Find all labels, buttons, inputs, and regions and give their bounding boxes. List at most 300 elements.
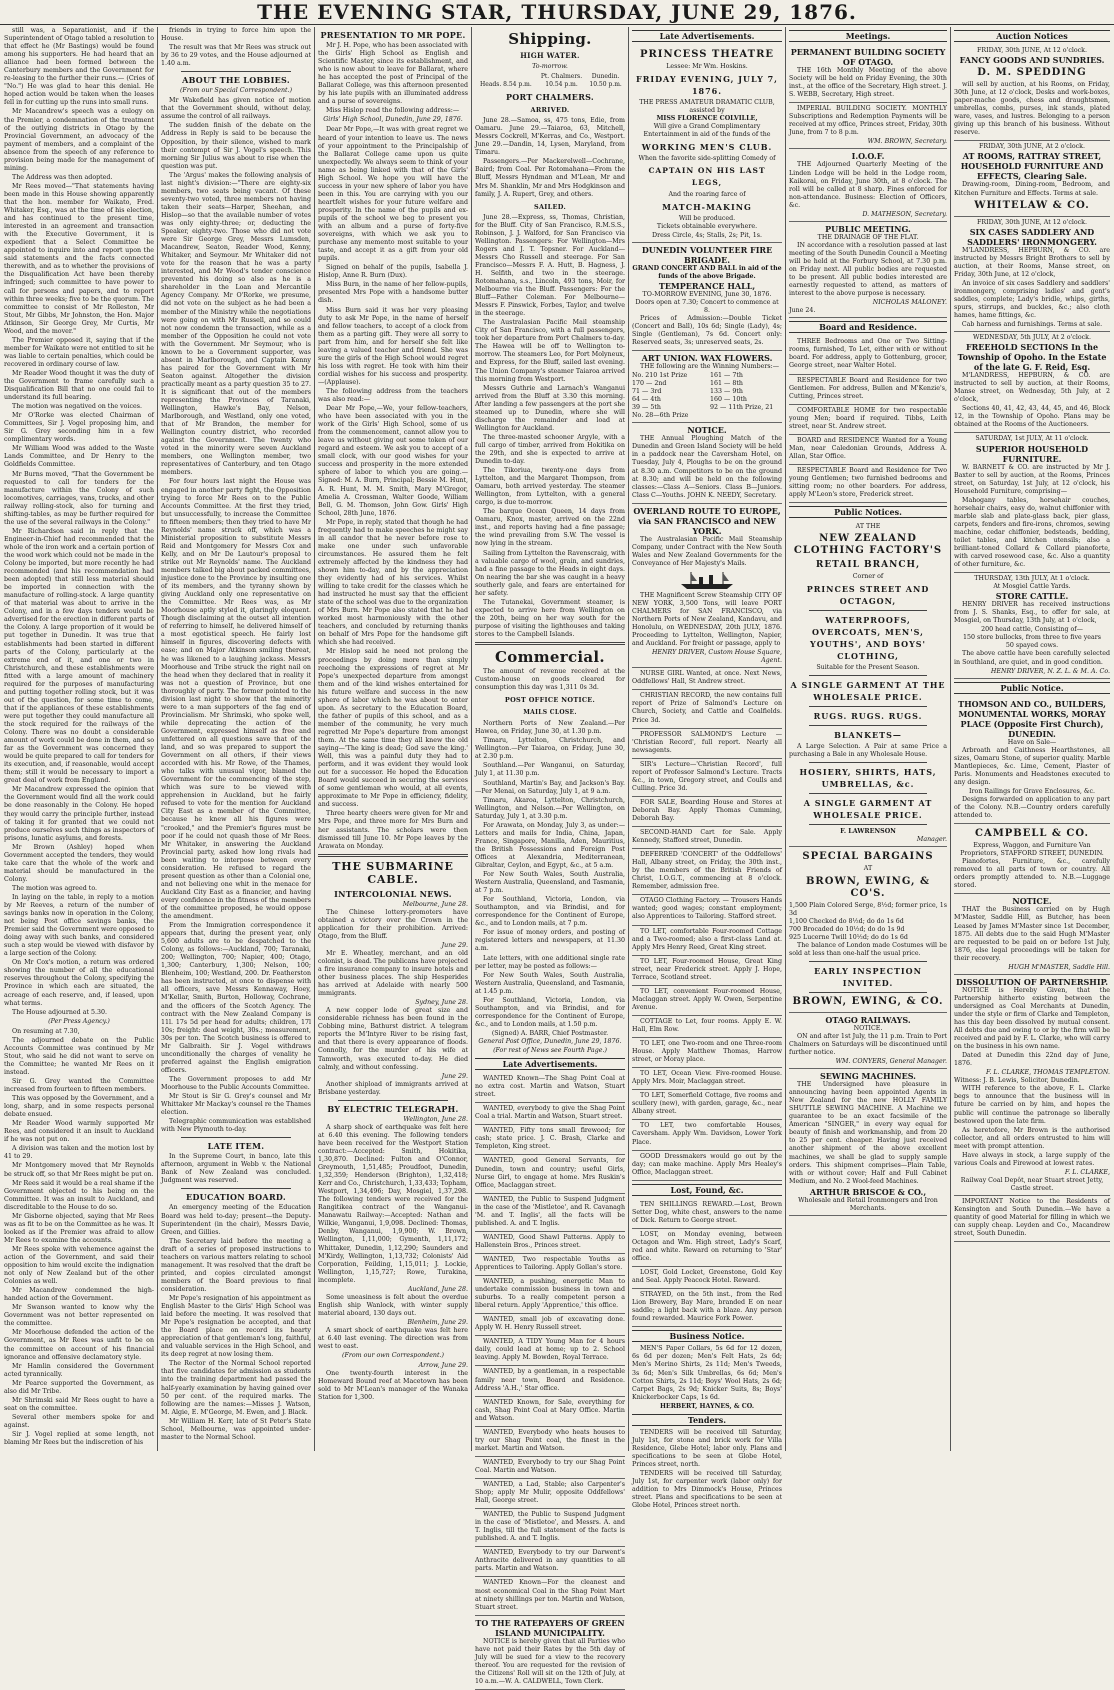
otago-railways-ad [789,1013,947,1069]
sewing-machines-ad [789,1069,947,1216]
theatre-club: THE PRESS AMATEUR DRAMATIC CLUB, assisted by [639,99,775,115]
paragraph: The result was that Mr Rees was struck out by 36 to 29 votes, and the House adjourned at 1.40 a.m. [161,44,311,68]
paragraph: Mr Richardson said in reply that the Engineer-in-Chief had recommended that the whole of the iron work and a certain portion of the wood work which could not be made in the Colony be imported, but more recently he had recommended (and his recommendation had been adopted) that still less material should be imported in connection with the manufacture of rolling-stock. A large quantity of that material was about to arrive in the Colony, and in a few days tenders would be advertised for the erection in different parts of the Colony. A large proportion of it would be put together in Dunedin. It was true that establishments had been started in different parts of the Colony, particularly at the extreme end of it, and one or two in Christchurch, and these establishments were fitted with a large amount of machinery required for the purposes of manufacturing and putting together rolling stock, but it was out of the question, for some time to come, that if the appliances of these establishments were put together they could manufacture all the stock required for the railways of the Colony. There was no doubt a considerable amount of work could be done in them, and so far as the Government was concerned they would be quite prepared to call for tenders for its execution, and, if reasonable, would accept them; still it would be necessary to import a great deal of work from England. [4,527,154,785]
classified-ad-text: WANTED, Good Shawl Patterns. Apply to Hallenstein Bros., Princes street. [475,1233,625,1249]
princes-street: PRINCES STREET AND OCTAGON, [806,584,930,607]
ploughing-notice [632,423,782,503]
classified-ad [632,1068,782,1090]
board-residence-ads [789,336,947,503]
classified-ad-text: WANTED Known—The Shag Point Coal at no extra cost. Martin and Watson, Stuart street. [475,1075,625,1099]
classified-ad-text: WANTED, good General Servants, for Dunedin, town and country; useful Girls, Nurse Girl, to engage at home. Mrs Ruskin's Office, Maclaggan street. [475,1157,625,1189]
classified-ad-text: THREE Bedrooms and One or Two Sitting-rooms, furnished, To Let, either with or without board. For address, apply to Gottenburg, grocer, George street, near Walter Hotel. [789,338,947,370]
paragraph: Southland, Martin's Bay, and Jackson's Bay.—Per Menai, on Saturday, July 1, at 9 a.m. [475,779,625,795]
tide-cell: 10.50 p.m. [589,81,622,89]
paragraph: The following address from the teachers was also read:— [318,387,468,404]
dissolution-signatures: F. L. CLARKE, THOMAS TEMPLETON. [985,1069,1110,1077]
paragraph: Mr Reader Wood warmly supported Mr Rees, and considered it an insult to Auckland if he was not put on. [4,1120,154,1144]
paragraph: Mr J. H. Pope, who has been associated with the Girls' High School as English and Scientific Master, since its establishment, and who is now about to leave for Ballarat, where he has accepted the post of Principal of the Ballarat College, was this afternoon presented by his late pupils with an illuminated address and a purse of sovereigns. [318,42,468,106]
imperial-text: IMPERIAL BUILDING SOCIETY. MONTHLY Subscriptions and Redemption Payments will be received at my office, Princes street, Friday, 30th June, from 7 to 8 p.m. [789,105,947,137]
paragraph: friends in trying to force him upon the House. [161,27,311,43]
paragraph: Mr Wakefield has given notice of motion that the Government should, without delay, assume the control of all railways. [161,97,311,121]
lobbies-heading: ABOUT THE LOBBIES. [182,75,290,86]
dateline: Auckland, June 28. [407,1285,468,1293]
art-union-ad [632,351,782,423]
whitelaw-auction [954,141,1110,216]
list-line: 92 — 11th Prize, 21 [710,404,774,412]
agent-signature: HENRY DRIVER, Custom House Square, Agent. [651,649,782,665]
retail-branch: RETAIL BRANCH, [815,560,921,571]
masthead [0,0,1114,24]
lawrenson-title: Manager. [916,836,947,844]
campbell-name: CAMPBELL & CO. [975,828,1089,840]
public-meeting-title: PUBLIC MEETING. [825,223,911,234]
paragraph: still was, a Separationist, and if the Superintendent of Otago tabled a resolution to that effect he (Mr Bastings) would be found among his supporters. He had heard that an alliance had been formed between the Canterbury members and the Government for re-leasing to the further their runs.— (Cries of "No.") He was glad to hear this denial. He hoped action would be taken when the leases fell in for cutting up the runs into small runs. [4,27,154,107]
classified-ad-text: WANTED, A TIDY Young Man for 4 hours daily, could lead at home; up to 2. School leaving. Apply M. Bowden, Royal Terrace. [475,1338,625,1362]
paragraph: On Mr Cox's motion, a return was ordered showing the number of all the educational reserves throughout the Colony, specifying the Province in which each are situated, the acreage of each reserve, and, if leased, upon what terms. [4,959,154,1007]
cattle-head: 200 head cattle, Consisting of— [981,626,1083,634]
separator [181,71,291,72]
list-line: 700 Brocaded do 10½d; do do 1s 9d [789,925,905,933]
presentation-article-continued [318,281,468,850]
balance-text: The balance of London made Costumes will be sold at less than one-half the usual price. [789,941,947,957]
theatre-tickets: Tickets obtainable everywhere. [656,223,758,231]
paragraph: Mr Moorhouse defended the action of the Government, as Mr Rees was unfit to be on the committee on account of his financial ignorance and offensive declamatory style. [4,1329,154,1361]
classified-ad-text: WANTED, everybody to give the Shag Point Coal a trial. Martin and Watson, Stuart street. [475,1105,625,1121]
news-item: A new copper lode of great size and considerable richness has been found in the Cobbing mine, Bathurst district. A telegram reports the M'Intyre River to be rising fast, and that there is every appearance of floods. Connolly, for the murder of his wife at Tamworth, was executed to-day. He died calmly, and without confessing. [318,1007,468,1071]
column-4 [475,27,625,1685]
brown-ewing-name: BROWN, EWING, & CO'S. [805,875,930,899]
separator [809,706,927,707]
classified-ad-text: SECOND-HAND Cart for Sale. Apply Kennedy, Stafford street, Dunedin. [632,829,782,845]
see-page-four: (For rest of News see Fourth Page.) [493,1047,607,1055]
mmaster-notice [954,894,1110,974]
classified-ad-text: TO LET, convenient Four-roomed House, Maclaggan street. Apply W. Owen, Serpentine Avenue. [632,987,782,1011]
gpo-dateline: General Post Office, Dunedin, June 29, 1876. [478,1037,622,1045]
paragraph: Mr Stout is Sir G. Grey's counsel and Mr Whittaker Mr Mackay's counsel re the Thames election. [161,1093,311,1117]
railways-title: OTAGO RAILWAYS. [825,1014,911,1025]
classified-ad-text: FOR SALE, Boarding House and Stores at Deborah Bay. Apply Thomas Cumming, Deborah Bay. [632,798,782,822]
paragraph: Mr Montgomery moved that Mr Reynolds be struck off, so that Mr Rees might be put on. [4,1162,154,1178]
auction-date-5: SATURDAY, 1st JULY, At 11 o'clock. [975,435,1089,443]
list-line: No. 28—6th Prize [632,412,689,420]
classified-ad-text: LOST, on Monday evening, between Octagon and Wm. High street, Lady's Scarf, red and white. Reward on returning to 'Star' office. [632,1230,782,1263]
theatre-lessee: Lessee: Mr Wm. Hoskins. [666,63,748,71]
shipping-heading: Shipping. [508,30,592,48]
railways-text: ON and after 1st July, the 11 p.m. Train to Port Chalmers on Saturdays will be discontinued until further notice. [789,1032,947,1056]
overland-route-ad [632,504,782,669]
paragraph: Mr William H. Kerr, late of St Peter's State School, Melbourne, was appointed under-master to the Normal School. [161,1417,311,1441]
paragraph: The Premier opposed it, saying that if the member for Waikato were not entitled to sit he was liable to certain penalties, which could be recovered in ordinary course of law. [4,336,154,368]
news-item: Another shipload of immigrants arrived at Brisbane yesterday. [318,1080,468,1096]
paragraph: Mr William Wood was added to the Waste Lands Committee, and Dr Henry to the Goldfields Committee. [4,445,154,469]
news-item: Some uneasiness is felt about the overdue English ship Wanlock, with winter supply material aboard, 130 days out. [318,1293,468,1317]
paragraph: Sailing from Lyttelton the Ravenscraig, with a valuable cargo of wool, grain, and sundries, had a fine passage to the Heads in eight days. On nearing the bar she was caught in a heavy southerly gale, and fears are entertained for her safety. [475,549,625,597]
at-label: AT [863,865,873,873]
masthead-rule [0,24,1114,25]
column-divider [314,27,315,1451]
tide-cell: Heads. 8.54 p.m. [480,81,532,89]
railways-notice-label: NOTICE. [853,1024,883,1032]
paragraph: Sir J. Vogel replied at some length, not blaming Mr Rees but the indiscretion of his [4,1430,154,1447]
separator [338,1100,448,1101]
dateline: Melbourne, June 28. [402,900,468,908]
brigade-hall: TEMPERANCE HALL, [658,280,756,291]
city-new-york-text: THE Magnificent Screw Steamship CITY OF NEW YORK, 3,500 Tons, will leave PORT CHALMERS for SAN FRANCISCO, via Northern Ports of New Zealand, Kandavu, and Honolulu, on WEDNESDAY, 20th JULY, 1876. Proceeding to Lyttelton, Wellington, Napier, and Auckland. For freight or passage, apply to [632,591,782,648]
saddlery-terms: Cab harness and furnishings. Terms at sale. [961,321,1103,329]
dateline: Wellington, June 28. [403,1115,468,1123]
tide-header-cell: Dunedin. [591,73,620,81]
paragraph: Mr Macandrew expressed the opinion that the Government would find all the work could be done reasonably in the Colony. He hoped they would carry the principle further, instead of taking it for granted that we could not produce ourselves such things as inspectors of prisons, lunatic asylums, and forests. [4,786,154,842]
classified-ad-text: WANTED, the Public to Suspend Judgment in the case of the 'Mistletoe', and R. Cavanagh 'M. and T. Inglis', all the facts will be published. A. and T. Inglis. [475,1195,625,1227]
dateline: June 29. [441,1072,468,1080]
classified-ad-text: TEN SHILLINGS REWARD.—Lost, Brown Setter Dog, white chest, answers to the name of Dick. Return to George street. [632,1200,782,1224]
paragraph: Telegraphic communication was established with New Plymouth to-day. [161,1118,311,1134]
herbert-haynes-signature: HERBERT, HAYNES, & CO. [659,1402,755,1410]
classified-ad [475,1509,625,1547]
classified-ad-text: WANTED Known, for Sale, everything for cash, Shag Point Coal at Mary Office. Martin and Watson. [475,1398,625,1422]
paragraph: Mr Pope, in reply, stated that though he had frequently had to make speeches he might say in all candor that he never before rose to make one under such unfavorable circumstances. He assured them he felt extremely affected by the kindness they had shown him to-day, and by the appreciation they evidently had of his services. Whilst willing to take credit for the classes which he had instructed he must say that the efficient state of the school was due to the organization of Mrs Burn. Mr Pope also stated that he had worked most harmoniously with the other teachers, and concluded by returning thanks on behalf of Mrs Pope for the handsome gift which she had received. [318,518,468,647]
column-5 [632,27,782,1510]
art-union-text: THE following are the Winning Numbers:— [640,362,780,370]
submarine-cable-heading: THE SUBMARINE CABLE. [332,859,454,886]
paragraph: The motion was negatived on the voices. [12,403,142,411]
list-line: 925 Lucerne Twill 10½d; do do 1s 6d [789,933,908,941]
spedding-auction [954,45,1110,141]
commercial-heading: Commercial. [495,648,605,667]
saddlery-title: SIX CASES SADDLERY AND SADDLERS' IRONMONGERY. [967,226,1097,247]
hosiery-label: HOSIERY, SHIRTS, HATS, UMBRELLAS, &c. [799,767,937,790]
separator [475,642,625,645]
paragraph: Southland.—Per Wanganui, on Saturday, July 1, at 11.30 p.m. [475,762,625,778]
tide-header-cell: Pt. Chalmers. [540,73,583,81]
classified-ad [789,375,947,405]
classified-ad [475,1254,625,1276]
cattle-cows: 50 spayed cows. [1005,642,1059,650]
classified-ad-text: DEFERRED 'CONCERT' of the Oddfellows' Hall, Albany street, on Friday, the 30th inst., by the members of the British Friends of Christ, I.O.G.T., commencing at 8 o'clock. Remember, admission free. [632,851,782,891]
classified-ad-text: WANTED, a pushing, energetic Man to undertake commission business in town and suburbs. To a really competent person a liberal return. Apply 'Apprentice,' this office. [475,1278,625,1310]
lost-found-ads [632,1199,782,1328]
tenders-heading: Tenders. [632,1414,782,1426]
spedding-name: D. M. SPEDDING [977,67,1087,79]
column-divider [628,27,629,1451]
mahogany-text: Mahogany tables, horsehair couches, horsehair chairs, easy do, walnut chiffonier with marble slab and plate-glass back, pier glass, carpets, fenders and fire-irons, chromos, sewing machine, cedar chiffonier, bedsteads, bedding, toilet tables, and kitchen utensils; also a brilliant-toned Collard & Collard pianoforte, with carved rosewood case, &c. Also a quantity of other furniture, &c. [954,496,1110,569]
lobbies-article [161,97,311,1134]
column-2 [161,27,311,1451]
classified-ad [632,849,782,895]
column-divider [950,27,951,1451]
paragraph: Sir G. Grey wanted the Committee increased from fourteen to fifteen members. [4,1078,154,1094]
paragraph: On resuming at 7.30, [12,1027,80,1035]
column-divider [157,27,158,1451]
classified-ad-text: TO LET, Four-roomed House, Great King street, near Frederick street. Apply J. Hope, Terrace, Scotland street. [632,957,782,981]
paragraph: Messrs Guthrie and Larnach's Wanganui arrived from the Bluff at 3.30 this morning. After landing a few passengers at the port she steamed up to Dunedin, where she will discharge the remainder and load at Wellington for Auckland. [475,384,625,432]
separator [318,854,468,857]
theatre-when: When the favorite side-splitting Comedy of [638,155,776,163]
suitable-label: Suitable for the Present Season. [816,664,920,672]
thomson-title: THOMSON AND CO., BUILDERS, MONUMENTAL WORKS, MORAY PLACE (Opposite First Church), DUNEDIN. [958,698,1106,739]
brigade-concert: GRAND CONCERT AND BALL in aid of the funds of the above Brigade. [632,264,782,280]
classified-ads [475,1073,625,1616]
classified-ad-text: WANTED, the Public to Suspend Judgment in the case of 'Mistletoe', and Messrs. A. and T. Inglis, till the full statement of the facts is published. A. and T. Inglis. [475,1511,625,1543]
classified-ad-text: RESPECTABLE Board and Residence for Two young Gentlemen; two furnished bedrooms and sitting room; no other boarders. For address, apply M'Leon's store, Frederick street. [789,466,947,499]
classified-ad-text: NURSE GIRL Wanted, at once. Next News, Oddfellows' Hall, St Andrew street. [632,670,782,686]
paragraph: The barque Ocean Queen, 14 days from Oamaru, Knox, master, arrived on the 22nd inst., and reports having had a fine passage; the wind prevailing from S.W. The vessel is now lying in the stream. [475,508,625,548]
dissolution-date: Dated at Dunedin this 22nd day of June, 1876. [954,1052,1110,1068]
thomson-have: Have on Sale— [1007,738,1057,746]
drainage-text: IN accordance with a resolution passed at last meeting of the South Dunedin Council a Meeting will be held at the Forbury School, at 7.30 p.m. on Friday next. All public bodies are requested to be present. All public bodies interested are earnestly requested to attend, as matters of interest to the above purpose is necessary. [789,241,947,298]
news-item: Mr E. Wheatley, merchant, and an old colonist, is dead. The publicans have projected a fire insurance company to insure hotels and other business places. The ship Hesperides has arrived at Adelaide with nearly 500 immigrants. [318,949,468,998]
classified-ad-text: WANTED, Two respectable Youths as Apprentices to Tailoring. Apply Gollan's store. [475,1255,625,1271]
tenders-list [632,1429,782,1510]
ratepayers-title: TO THE RATEPAYERS OF GREEN ISLAND MUNICIPALITY. [475,1617,625,1638]
brigade-doors: Doors open at 7.30; Concert to commence at 8. [635,298,779,314]
classified-ad [475,1336,625,1366]
hugh-signature: HUGH M'MASTER, Saddle Hill. [1008,963,1110,971]
list-line: No. 210 1st Prize [632,372,688,380]
mails-close-heading: MAILS CLOSE. [523,709,577,717]
permanent-building-ad [789,45,947,103]
classified-ad-text: PROFESSOR SALMOND'S Lecture — 'Christian Record', full report. Nearly all newsagents. [632,730,782,754]
education-board-article [161,1204,311,1441]
barnett-text: W. BARNETT & CO. are instructed by Mr J. Baxter to sell by auction, at the Rooms, Princes street, on Saturday, 1st July, at 12 o'clock, his Household Furniture, comprising— [954,463,1110,495]
sewing-text: THE Undersigned have pleasure in announcing having been appointed Agents in New Zealand for the new HOLLY FAMILY SHUTTLE SEWING MACHINE. A Machine we guarantee to be an exact facsimile of the American "SINGER," in every way equal for beauty of finish and workmanship, and from 20 to 25 per cent. cheaper. Having just received another shipment of the above excellent machines, we shall be glad to supply sample orders. This shipment comprises—Plain Table, with or without cover; Half and Full Cabinet Medium, and No. 2 Wool-feed Machines. [789,1081,947,1185]
column-7 [954,27,1110,1451]
clarke-reference: WITH reference to the above, F. L. Clarke begs to announce that the business will in future be carried on by him, and hopes the public will continue the patronage so liberally bestowed upon the late firm. [954,1085,1110,1125]
masthead-title: THE EVENING STAR, THURSDAY, JUNE 29, 1876. [257,0,857,24]
dateline: June 29. [441,941,468,949]
tide-cell: 10.54 p.m. [545,81,578,89]
paragraph: The Address was then adopted. [12,173,113,181]
paragraph: Mr Swanson wanted to know why the Government was not better represented on the committee. [4,1304,154,1328]
brigade-title: DUNEDIN VOLUNTEER FIRE BRIGADE. [641,244,773,265]
paragraph: Mr Reader Wood thought it was the duty of the Government to frame carefully such a Disqualification Bill that no one could fail to understand its full bearing. [4,369,154,402]
classified-ad [475,1276,625,1314]
auction-date-3: FRIDAY, 30th JUNE, At 12 o'clock. [976,218,1087,226]
leyden-ad [954,1196,1110,1242]
brown-ewing-signature: BROWN, EWING, & CO. [792,995,944,1007]
list-line: 64 — 4th [632,396,661,404]
classified-ad-text: CHRISTIAN RECORD, the new contains full report of Prize of Salmond's Lecture on Church, Society, and Cattle and Coalfields. Price 3d. [632,692,782,724]
telegraph-heading: BY ELECTRIC TELEGRAPH. [327,1103,459,1114]
classified-ad [632,759,782,797]
classified-ad-text: RESPECTABLE Board and Residence for two Gentlemen. For address, Bullen and M'Kenzie's, Cutting, Princes street. [789,376,947,400]
classified-ad [475,1479,625,1509]
classified-ad [632,668,782,690]
business-notice-text: MEN'S Paper Collars, 5s 6d for 12 dozen, 6s 6d per dozen; Men's Felt Hats, 2s 6d; Men's Merino Shirts, 2s 11d; Men's Tweeds, 3s 6d; Men's Silk Umbrellas, 6s 6d; Men's Cotton Shirts, 2s 11d; Boys' Wool Hats, 2s 6d; Carpet Bags, 2s 9d; Knicker Suits, 8s; Boys' Knickerbocker Caps, 1s 6d. [632,1345,782,1401]
paragraph: Late letters, with one additional single rate per letter, may be posted as follows:— [475,954,625,970]
paragraph: Mr Gisborne objected, saying that Mr Rees was as fit to be on the Committee as he was. It looked as if the Premier was afraid to allow Mr Rees to examine the accounts. [4,1212,154,1244]
theatre-farce: MATCH-MAKING [662,202,752,213]
separator [181,1137,291,1138]
paragraph: Northern Ports of New Zealand.—Per Hawea, on Friday, June 30, at 1.30 p.m. [475,720,625,736]
presentation-article [318,42,468,115]
classified-ad [632,1090,782,1120]
iocf-title: I.O.O.F. [851,151,885,162]
classified-ad-text: OTAGO Clothing Factory. — Trousers Hands wanted; good wages; constant employment; also Apprentices to Tailoring. Stafford street. [632,897,782,921]
fancy-goods-title: FANCY GOODS AND SUNDRIES. [959,55,1105,66]
separator [809,824,927,825]
whitelaw-name: WHITELAW & CO. [974,199,1090,211]
telegraph-news [318,1116,468,1351]
classified-ad-text: WANTED, a Lad, Stable; also Carpenter's Shop; apply Mr Mulir, opposite Oddfellows' Hall, George street. [475,1480,625,1505]
ploughing-text: THE Annual Ploughing Match of the Dunedin and Green Island Society will be held in a paddock near the Caversham Hotel, on Tuesday, July 4, Ploughs to be on the ground at 8.30 a.m. Competitors to be on the ground at 8.30; and will be held on the following classes:—Class A—Seniors. Class B—Juniors. Class C—Youths. JOHN K. NEEDY, Secretary. [632,435,782,499]
late-item-text: In the Supreme Court, in banco, late this afternoon, argument in Webb v. the National Bank of New Zealand was concluded. Judgment was reserved. [161,1153,311,1185]
cattle-text: The above cattle have been carefully selected in Southland, are quiet, and in good condition. [954,650,1110,666]
dissolution-notice [954,975,1110,1196]
paragraph: Mr Hamlin considered the Government acted tyrannically. [4,1362,154,1378]
ratepayers-text: NOTICE is hereby given that all Parties who have not paid their Rates by the 5th day of July will be sued for a view to the recovery thereof. You are requested for the revision of the Citizens' Roll will sit on the 12th of July, at 10 a.m.—W. A. CALDWELL, Town Clerk. [475,1637,625,1685]
shipping-news [475,319,625,639]
single-garment: A SINGLE GARMENT AT THE WHOLESALE PRICE. [790,680,946,703]
paragraph: For Southland, Victoria, London, via Southampton, and via Brindisi, and for correspondence for the Continent of Europe, &c., and to London mails, at 1.50 p.m. [475,996,625,1028]
classified-ad [475,1155,625,1193]
classified-ad-text: GOOD Dressmakers would go out by the day; can make machine. Apply Mrs Healey's Office, Maclaggan street. [632,1152,782,1176]
separator [809,762,927,763]
classified-ad [632,1289,782,1327]
parliament-conclusion [161,27,311,68]
iocf-signature: D. MATHESON, Secretary. [862,210,947,218]
classified-ad-text: TO LET, two comfortable Houses, Caversham. Apply Wm. Davidson, Lower York Place. [632,1122,782,1146]
auction-date-2: FRIDAY, 30th JUNE, At 2 o'clock. [978,143,1085,151]
classified-ads [632,668,782,1180]
list-line: 71 — 3rd [632,388,662,396]
sailed-heading: SAILED. [533,202,567,211]
classified-ad [475,1125,625,1155]
cattle-bullocks: 150 store bullocks, from three to five years [962,634,1102,642]
clothing-factory-name: NEW ZEALAND CLOTHING FACTORY'S [793,533,943,557]
rattray-rooms: AT ROOMS, RATTRAY STREET, [962,151,1102,162]
paragraph: The Secretary laid before the meeting a draft of a series of proposed instructions to teachers on various matters relating to school management. It was resolved that the draft be printed, and copies circulated amongst members of the Board previous to final consideration. [161,1237,311,1293]
large-selection: A Large Selection. A Pair at same Price a purchasing a Bale in any Wholesale House. [789,743,947,759]
classified-ad [475,1073,625,1103]
classified-ad [789,465,947,503]
classified-ad [475,1577,625,1615]
dateline: Arrow, June 29. [418,1362,468,1370]
paragraph: Mr Rees spoke with vehemence against the action of the Government, and said their opposition to him would excite the indignation not only of New Zealand but of the other Colonies as well. [4,1245,154,1286]
campbell-desc: Express, Waggon, and Furniture Van Proprietors, STAFFORD STREET, DUNEDIN. [960,842,1104,858]
theatre-name: PRINCESS THEATRE [639,49,775,61]
list-line: 170 — 2nd [632,380,667,388]
classified-ad [632,1267,782,1289]
cattle-auction [954,573,1110,679]
paragraph: For Southland, Victoria, London, via Southampton, and via Brindisi, and for correspondence for the Continent of Europe, &c., and to London mails, at 7 p.m. [475,896,625,928]
auction-notices-heading: Auction Notices [954,30,1110,42]
notice-title: NOTICE. [1012,896,1052,907]
theatre-working-men: WORKING MEN'S CLUB. [641,142,773,153]
overland-title: OVERLAND ROUTE TO EUROPE, via SAN FRANCISCO and NEW YORK. [633,505,781,536]
telegraph-news-late [318,1362,468,1402]
paragraph: The Tikoriua, twenty-one days from Lyttelton, and the Margaret Thompson, from Oamaru, both arrived yesterday. The steamer Wellington, from Lyttelton, with a general cargo, is due to-morrow. [475,467,625,507]
bargain-list [789,902,947,942]
meetings-heading: Meetings. [789,30,947,42]
column-3 [318,27,468,1451]
arrived-heading: ARRIVED. [530,106,570,115]
paragraph: Three hearty cheers were given for Mr and Mrs Pope, and three more for Mrs Burn and her assistants. The scholars were then dismissed till June 10. Mr Pope leaves by the Arawata on Monday. [318,810,468,850]
special-bargains-title: SPECIAL BARGAINS [802,851,934,863]
arrived-text: June 28.—Samoa, ss, 475 tons, Edie, from Oamaru. June 29.—Taiaroa, 63, Mitchell, Messrs Cockrell, M'Kerras, and Co., Westport. June 29.—Dandin, 14, Lysen, Maryland, from Timaru. [475,117,625,157]
tide-header-cell [475,73,537,81]
paragraph: The House adjourned at 5.30. [12,1008,107,1016]
barnett-auction [954,433,1110,573]
paragraph: For four hours last night the House was engaged in another party fight, the Opposition trying to force Mr Rees on to the Public Accounts Committee. At the first they tried, but unsuccessfully, to increase the Committee to fifteen members; then they tried to have Mr Reynolds' name struck off, which was a Ministerial proposition to substitute Messrs Reid and Montgomery for Messrs Cox and Kelly, and on Mr De Lautour's proposal to strike out Mr Reynolds' name. The Auckland members talked big about packed committees, injustice done to the Province by insulting one of its members, and the tyranny shown by giving Auckland only one representative on the Committee. Mr Rees was, as Mr Moorhouse aptly styled it, glaringly eloquent. Though disclaiming at the outset all intention of referring to himself, he delivered himself of a most egotistical speech. He fairly lost himself in figures, discovering defects with ease; and on Major Atkinson smiling thereat, he was likened to a laughing jackass. Messrs Moorhouse and Tribe struck the right nail on the head when they declared that in reality it was not a question of Province, but one thoroughly of party. The former pointed to the division last night to show that the minority were to a man supporters of the fag end of Provincialism. Mr Shrimski, who spoke well, while deprecating the action of the Government, expressed himself as free and unfettered on all questions save that of the land, and so was prepared to support the Government on all others, if their views accorded with his. Mr Rowe, of the Thames, who talks with unusual vigor, blamed the Government for the commencing of the step, which was sure to be viewed with apprehension in Auckland, but he fairly refused to vote for the mention for Auckland City East as a member of the Committee, because he knew all his figures were "crooked," and the Premier's figures must be poor if he could not quash those of Mr Rees. Mr Whitaker, in answering the Auckland Provincial party, asked how long rivals had been waiting to interpose between every consideration. He refused to regard the present question as other than a Colonial one, and not believing one whit in the menace for Auckland City East as a financier, and having every confidence in the fitness of the members of the committee proposed, he would oppose the amendment. [161,478,311,921]
auction-date-6: THURSDAY, 13th JULY, At 1 o'clock. [974,575,1090,583]
classified-ad [632,797,782,827]
classified-ad [632,1229,782,1267]
saddlery-invoice: An invoice of six cases Saddlery and saddlers' ironmongery, comprising ladies' and gent's saddles, complete; Lady's bridle, whips, girths, spurs, stirrups, and buckles, &c.; also cloth hames, hame fittings, &c. [954,279,1110,319]
paragraph: Mr Pearce supported the Government, as also did Mr Tribe. [4,1379,154,1395]
presentation-letter [318,126,468,280]
classified-ad [475,1194,625,1232]
fire-brigade-ad [632,243,782,351]
separator [181,1188,291,1189]
saddlery-auction [954,217,1110,333]
paragraph: TENDERS will be received till Saturday, July 1st, for stone and brick work for Villa Residence, Glebe Hotel; labor only. Plans and specifications to be seen at Globe Hotel, Princes street, north. [632,1428,782,1468]
classified-ad-text: WANTED Known—For the cleanest and most economical Coal in the Shag Point Mart at ninety shillings per ton. Martin and Watson, Stuart street. [475,1579,625,1611]
theatre-farce-label: And the roaring farce of [668,191,746,199]
paragraph: The Rector of the Normal School reported that five candidates for admission as students into the training department had passed the half-yearly examination by having gained over 50 per cent. of the required marks. The following are the names:—Misses J. Watson, M. Algie, E. M'George, M. Ewen, and J. Black. [161,1360,311,1416]
letter-heading: Girls' High School, Dunedin, June 29, 1876. [323,116,463,124]
imperial-signature: WM. BROWN, Secretary. [867,138,947,146]
paragraph: This was opposed by the Government, and a long, sharp, and in some respects personal debate ensued. [4,1095,154,1119]
classified-ad [632,926,782,956]
iocf-text: THE Adjourned Quarterly Meeting of the Linden Lodge will be held in the Lodge room, Kaikorai, on Friday, June 30th, at 8 o'clock. The roll will be called at 8 sharp. Fines enforced for non-attendance. Business: Election of Officers, &c. [789,161,947,209]
press-agency-label: (Per Press Agency.) [48,1017,110,1025]
classified-ad-text: LOST, Gold Locket, Greenstone, Gold Key and Seal. Apply Peacock Hotel. Reward. [632,1269,782,1285]
lawrenson-name: F. LAWRENSON [840,828,896,836]
classified-ad [632,986,782,1016]
clarke-address: Railway Coal Depôt, near Stuart street Jetty, Castle street. [960,1176,1104,1192]
paragraph: A division was taken and the motion lost by 41 to 29. [4,1145,154,1161]
classified-ad [632,827,782,849]
list-line: 1,500 Plain Colored Serge, 8½d; former price, 1s 3d [789,901,947,917]
separator [809,793,927,794]
paragraph: Timaru, Akaroa, Lyttelton, Christchurch, Wellington, and Nelson.—Per Wellington, on Saturday, July 1, at 3.30 p.m. [475,796,625,820]
classified-ad [475,1103,625,1125]
classified-ad-text: COTTAGE to Let, four rooms. Apply E. W. Hall, Elm Row. [632,1017,782,1033]
classified-ad-text: WANTED, Everybody to try our Darwent's Anthracite delivered in any quantities to all parts. Martin and Watson. [475,1549,625,1573]
paragraph: Signed on behalf of the pupils, Isabella J. Hislop, Anne R. Burn (Dux). [318,264,468,280]
paragraph: Miss Burn said it was her very pleasing duty to ask Mr Pope, in the name of herself and fellow teachers, to accept of a clock from them as a parting gift. They were all sorry to part from him, and for herself she felt like leaving a valued teacher and friend. She was sure the girls of the High School would regret his loss with regret. He took with him their cordial wishes for his success and prosperity.—(Applause). [318,306,468,386]
household-title: HOUSEHOLD FURNITURE AND EFFECTS, Clearing Sale. [960,161,1104,182]
imperial-building-ad [789,103,947,149]
store-cattle-title: STORE CATTLE. [995,591,1069,602]
briscoe-name: ARTHUR BRISCOE & CO., [809,1186,927,1197]
dissolution-text: NOTICE is Hereby Given, that the Partnership hitherto existing between the undersigned as Coal Merchants at Dunedin, under the style or firm of Clarke and Templeton, has this day been dissolved by mutual consent. All debts due and owing to or by the firm will be received and paid by F. L. Clarke, who will carry on the business in his own name. [954,986,1110,1051]
paragraph: The motion was agreed to. [12,884,98,892]
at-the-label: AT THE [855,523,881,531]
blankets-label: BLANKETS— [834,730,902,741]
driver-text: HENRY DRIVER has received instructions from J. S. Shanks, Esq., to offer for sale, at Mosgiel, on Thursday, 13th July, at 1 o'clock, [954,601,1110,625]
mlandress-text-2: M'LANDRESS, HEPBURN, & CO. are instructed to sell by auction, at their Rooms, Manse street, on Wednesday, 5th July, at 2 o'clock, [954,372,1110,404]
theatre-will-give: Will give a Grand Complimentary Entertainment in aid of the funds of the [643,123,771,139]
special-bargains-ad [789,847,947,1012]
railways-signature: WM. CONYERS, General Manager. [835,1058,947,1066]
leyden-text: IMPORTANT Notice to the Residents of Kensington and South Dunedin.—We have a quantity of good Material for filling in which we can supply cheap. Leyden and Co., Macandrew street, South Dunedin. [954,1197,1110,1238]
steamship-icon [677,570,737,590]
classified-ad-text: WANTED, small job of excavating done. Apply W. H. Henry Russell street. [475,1316,625,1332]
dissolution-title: DISSOLUTION OF PARTNERSHIP. [955,976,1109,987]
paragraph: The Government proposes to add Mr Moorhouse to the Public Accounts Committee. [161,1075,311,1091]
paragraph: From the Immigration correspondence it appears that, during the present year, only 5,600 adults are to be despatched to the Colony, as follows:—Auckland, 700; Taranaki, 200; Wellington, 700; Napier, 400; Otago, 1,300; Canterbury, 1,300; Nelson, 100; Blenheim, 100; Westland, 200. Dr. Featherston has been instructed, at once to dispense with all officers, save Messrs Kennaway, Hoey, M'Kellar, Smith, Burton, Holloway, Cochrane, and the officers of the Scotch Agency. The contract with the New Zealand Company is 11l. 17s 5d per head for adults; children, 17l 10s; freight: dead weight, 30s.; measurement, 30s per ton. The Scotch business is offered to Mr Galbraith. Sir J. Vogel withdraws unconditionally the charges of venality he preferred against the English emigration officers. [161,922,311,1074]
ratepayers-notice [475,1616,625,1690]
sections-text: Sections 40, 41, 42, 43, 44, 45, and 46, Block 12, in the Township of Opoho. Plans may be obtained at the Rooms of the Auctioneers. [954,405,1110,429]
clarke-signature: F. L. CLARKE, [1064,1168,1110,1176]
paragraph: Mr Hislop said he need not prolong the proceedings by doing more than simply reechoing the expressions of regret at Mr Pope's unexpected departure from amongst them and of the kind wishes entertained for his future welfare and success in the new sphere of labor which he was about to enter upon. As secretary to the Education Board, the father of pupils of this school, and as a member of the community, he very much regretted Mr Pope's departure from amongst them. At the same time they all knew the old saying—'The king is dead; God save the king.' Well, this was a painful duty they had to perform, and it was evident they would look out for a successor. He hoped the Education Board would succeed in securing the services of some gentleman who would, at all events, approximate to Mr Pope in efficiency, fidelity, and success. [318,648,468,809]
classified-ad-text: COMFORTABLE HOME for two respectable young Men; board if required. Tibbs, Leith street, near St. Andrew street. [789,406,947,430]
high-water-heading: HIGH WATER. [520,51,580,60]
classified-ad [632,956,782,986]
thomson-ad [954,697,1110,824]
